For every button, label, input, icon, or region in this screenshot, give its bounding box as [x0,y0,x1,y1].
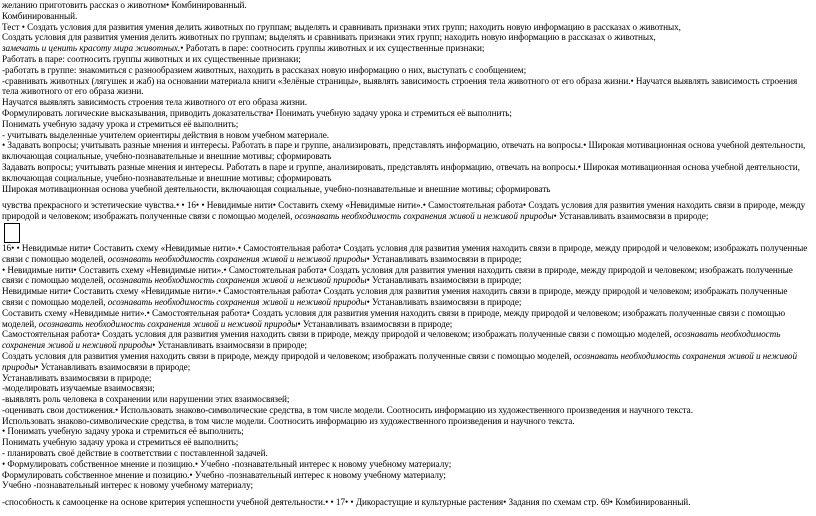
text-line: Формулировать логические высказывания, приводить доказательства• Понимать учебную задачу урока и стремиться её выполнить; [2,107,512,118]
text-line: • Формулировать собственное мнение и позицию.• Учебно -познавательный интерес к новому учебному материалу; [2,458,452,469]
text-line: Создать условия для развития умения делить животных по группам; выделять и сравнивать признаки этих групп; находить новую информацию в рассказах о животных, [2,32,656,43]
text-span: Невидимые нити• Составить схему «Невидимые нити».• Самостоятельная работа• Создать условия для развития умения находить связи в природе, между природой и человеком; изображать полученные связи с помощью моделей, [2,286,788,307]
text-line: - учитывать выделенные учителем ориентиры действия в новом учебном материале. [2,129,329,140]
italic-text: замечать и ценить красоту мира животных. [2,43,181,54]
text-line [2,200,810,222]
text-line [2,308,810,330]
text-line: Работать в паре: соотносить группы животных и их существенные признаки; [2,53,301,64]
text-line: Комбинированный. [2,10,78,21]
text-line: Задавать вопросы; учитывать разные мнения и интересы. Работать в паре и группе, анализировать, представлять информацию, отвечать на вопросы.• Широкая мотивационная основа учебной деятельности, включающая социальные, учебно-познавательные и внешние мотивы; сформировать [2,161,800,183]
italic-text: осознавать необходимость сохранения живой и неживой природы [2,350,797,372]
italic-text: осознавать необходимость сохранения живой и неживой природы [107,253,367,264]
text-line: Научатся выявлять зависимость строения тела животного от его образа жизни. [2,97,307,108]
text-span: Создать условия для развития умения находить связи в природе, между природой и человеком; изображать полученные связи с помощью моделей, [2,350,574,361]
text-line: Тест • Создать условия для развития умения делить животных по группам; выделять и сравнивать признаки этих групп; находить новую информацию в рассказах о животных, [2,21,681,32]
text-line: Понимать учебную задачу урока и стремиться её выполнить; [2,437,239,448]
italic-text: осознавать необходимость сохранения живой и неживой природы [294,211,554,222]
text-line [2,265,810,287]
text-span: чувства прекрасного и эстетические чувства.• • [2,200,187,211]
text-line: -выявлять роль человека в сохранении или нарушении этих взаимосвязей; [2,394,290,405]
text-line [2,351,810,373]
text-span: • Устанавливать взаимосвязи в природе; [35,361,191,372]
text-line: Широкая мотивационная основа учебной деятельности, включающая социальные, учебно-познавательные и внешние мотивы; сформировать [2,183,551,194]
text-span: 16• • Невидимые нити• Составить схему «Невидимые нити».• Самостоятельная работа• Создать условия для развития умения находить связи в природе, между природой и человеком; изображать полученные связи с помощью моделей, [2,242,808,264]
text-line [2,43,810,54]
text-span: • Устанавливать взаимосвязи в природе; [152,340,308,351]
text-span: Составить схему «Невидимые нити».• Самостоятельная работа• Создать условия для развития умения находить связи в природе, между природой и человеком; изображать полученные связи с помощью моделей, [2,307,786,329]
text-line: Понимать учебную задачу урока и стремиться её выполнить; [2,118,239,129]
text-span: • Устанавливать взаимосвязи в природе; [366,275,522,286]
text-line: • Понимать учебную задачу урока и стремиться её выполнить; [2,426,244,437]
text-line [2,286,810,308]
text-line: Использовать знаково-символические средства, в том числе модели. Соотносить информацию из художественного произведения и научного текста. [2,415,575,426]
text-line: желанию приготовить рассказ о животном• Комбинированный. [2,0,247,10]
empty-cell-box [4,223,20,243]
italic-text: осознавать необходимость сохранения живой и неживой природы [107,275,367,286]
text-line [2,329,810,351]
text-line: Формулировать собственное мнение и позицию.• Учебно -познавательный интерес к новому учебному материалу; [2,469,446,480]
text-line: • Задавать вопросы; учитывать разные мнения и интересы. Работать в паре и группе, анализировать, представлять информацию, отвечать на вопросы.• Широкая мотивационная основа учебной деятельности, включающая социальные, учебно-познавательные и внешние мотивы; сформировать [2,140,806,162]
text-line: -оценивать свои достижения.• Использовать знаково-символические средства, в том числе модели. Соотносить информацию из художественного произведения и научного текста. [2,404,693,415]
italic-text: осознавать необходимость сохранения живой и неживой природы [2,329,781,351]
text-line: -работать в группе: знакомиться с разнообразием животных, находить в рассказах новую информацию о них, выступать с сообщением; [2,64,527,75]
text-line: Устанавливать взаимосвязи в природе; [2,372,152,383]
text-span: • Работать в паре: соотносить группы животных и их существенные признаки; [180,43,485,54]
italic-text: осознавать необходимость сохранения живой и неживой природы [38,318,298,329]
table-cell-placeholder-row [2,222,810,243]
text-line: Учебно -познавательный интерес к новому учебному материалу; [2,480,253,491]
text-span: • Устанавливать взаимосвязи в природе; [366,253,522,264]
text-span: • Невидимые нити• Составить схему «Невидимые нити».• Самостоятельная работа• Создать условия для развития умения находить связи в природе, между природой и человеком; изображать полученные связи с помощью моделей, [2,264,793,286]
italic-text: осознавать необходимость сохранения живой и неживой природы [107,296,367,307]
text-line: -способность к самооценке на основе критерия успешности учебной деятельности.• • 17• • Дикорастущие и культурные растения• Задания по схемам стр. 69• Комбинированный. [2,497,691,508]
text-span: • Устанавливать взаимосвязи в природе; [366,296,522,307]
text-line: - планировать своё действие в соответствии с поставленной задачей. [2,448,268,459]
text-span: • Устанавливать взаимосвязи в природе; [297,318,453,329]
text-span: 16• • Невидимые нити• Составить схему «Невидимые нити».• Самостоятельная работа• Создать условия для развития умения находить связи в природе, между природой и человеком; изображать полученные связи с помощью моделей, [2,200,806,222]
text-line: -моделировать изучаемые взаимосвязи; [2,383,155,394]
text-line: -сравнивать животных (лягушек и жаб) на основании материала книги «Зелёные страницы», выявлять зависимость строения тела животного от его образа жизни.• Научатся выявлять зависимость строения тела животного от его образа жизни. [2,75,798,97]
text-span: Самостоятельная работа• Создать условия для развития умения находить связи в природе, между природой и человеком; изображать полученные связи с помощью моделей, [2,329,674,340]
text-span: • Устанавливать взаимосвязи в природе; [553,211,709,222]
text-line [2,243,810,265]
